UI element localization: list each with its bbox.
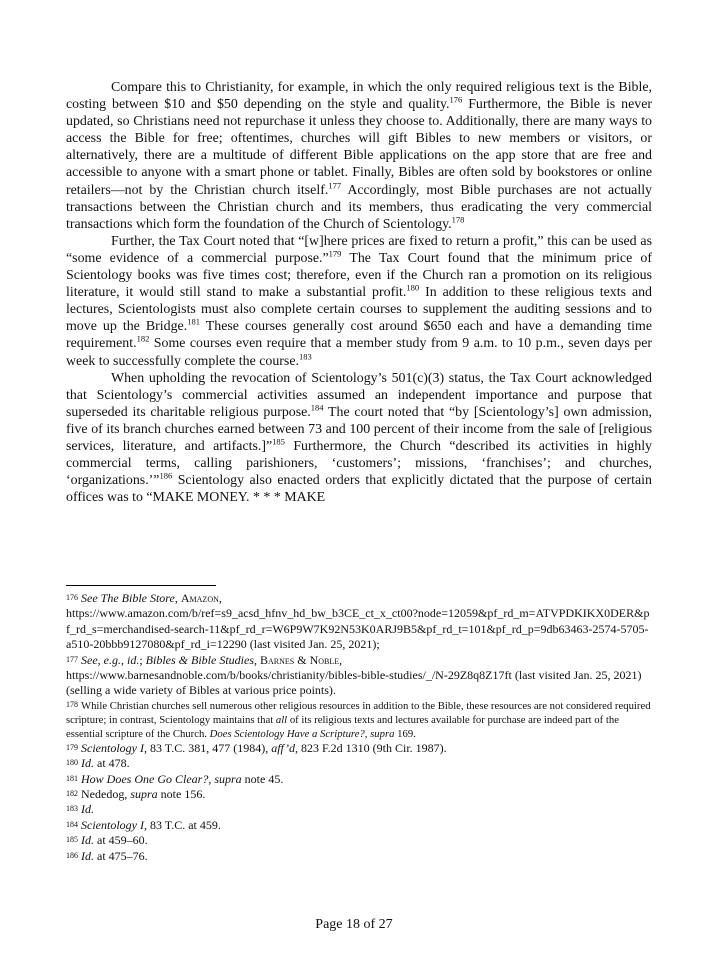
paragraph-text: Some courses even require that a member study from 9 a.m. to 10 p.m., seven days per week to successfully complete the course. — [66, 336, 652, 369]
footnote-text: , 83 T.C. 381, 477 (1984), — [143, 740, 272, 755]
footnote-text: at 478. — [94, 756, 130, 771]
footnote-185 — [66, 833, 652, 848]
paragraph-text: Accordingly, most Bible purchases are not actually transactions between the Christian church and its members, thus eradicating the very commercial transactions which form the foundation of the Church of Scientology. — [66, 182, 652, 232]
paragraph-2 — [66, 233, 652, 370]
citation-signal: See, e.g. — [81, 652, 121, 667]
footnote-number: 179 — [66, 742, 78, 752]
footnote-ref-178[interactable]: 178 — [451, 214, 465, 225]
footnote-ref-185[interactable]: 185 — [272, 436, 285, 447]
footnote-ref-184[interactable]: 184 — [310, 402, 324, 413]
footnote-emphasis: all — [275, 713, 288, 726]
footnote-text: , — [208, 771, 215, 786]
citation-id: id. — [126, 652, 140, 667]
footnote-text: , — [254, 652, 260, 667]
footnote-ref-179[interactable]: 179 — [328, 248, 342, 259]
page-number: Page 18 of 27 — [315, 917, 393, 932]
citation-source: Barnes & Noble — [260, 652, 340, 667]
footnote-text: , — [174, 591, 181, 605]
paragraph-text: Further, the Tax Court noted that “[w]here prices are fixed to return a profit,” this can be used as “some evidence of a commercial purpose.” — [66, 233, 652, 266]
citation-title: Does Scientology Have a Scripture? — [209, 727, 365, 740]
footnote-number: 176 — [66, 593, 78, 602]
footnote-179 — [66, 741, 652, 756]
footnote-text: 169. — [394, 727, 416, 740]
paragraph-3 — [66, 370, 652, 507]
footnote-number: 185 — [66, 835, 78, 845]
paragraph-text: Furthermore, the Bible is never updated, so Christians need not repurchase it unless they choose to. Additionally, there are many ways to access the Bible for free; oftentimes, churches will gift Bibles to new members or visitors, or alternatively, there are a multitude of different Bible applications on the app store that are free and accessible to anyone with a smart phone or tablet. Finally, Bibles are often sold by bookstores or online retailers—not by the Christian church itself. — [66, 97, 652, 198]
paragraph-text: Scientology also enacted orders that explicitly dictated that the purpose of certain offices was to “MAKE MONEY. * * * MAKE — [66, 473, 652, 506]
footnote-text: note 156. — [157, 787, 206, 802]
paragraph-text: These courses generally cost around $650 each and have a demanding time requirement. — [66, 319, 652, 352]
paragraph-1 — [66, 79, 652, 233]
citation-id: Id. — [81, 802, 94, 817]
footnote-183 — [66, 802, 652, 817]
footnote-number: 178 — [66, 699, 78, 709]
footnote-180 — [66, 756, 652, 771]
footnote-text: , — [339, 652, 343, 667]
paragraph-text: The court noted that “by [Scientology’s] own admission, five of its branch churches earned between 73 and 100 percent of their income from the sale of [religious services, literature, and artifacts.]” — [66, 404, 652, 454]
footnote-186 — [66, 849, 652, 864]
footnote-text: , — [364, 727, 371, 740]
paragraph-text: In addition to these religious texts and lectures, Scientologists must also complete certain courses to supplement the auditing sessions and to move up the Bridge. — [66, 285, 652, 335]
footnote-text: at 459–60. — [94, 833, 148, 848]
footnote-number: 180 — [66, 758, 78, 768]
footnote-ref-186[interactable]: 186 — [159, 470, 173, 481]
citation-case: Scientology I — [81, 817, 144, 832]
paragraph-text: When upholding the revocation of Scientology’s 501(c)(3) status, the Tax Court acknowledged that Scientology’s commercial activities assumed an independent importance and purpose that superseded its charitable religious purpose. — [66, 370, 652, 420]
citation-signal: aff’d — [271, 740, 295, 755]
citation-url[interactable]: https://www.amazon.com/b/ref=s9_acsd_hfnv_hd_bw_b3CE_ct_x_ct00?node=12059&pf_rd_m=ATVPDKIKX0DER&pf_rd_s=merchandised-search-11&pf_rd_r=W6P9W7K92N53K0ARJ9B5&pf_rd_t=101&pf_rd_p=9db63463-2574-5705-a510-20bbb9127080&pf_rd_i=12290 — [66, 606, 650, 652]
citation-id: Id. — [81, 756, 94, 771]
footnote-text: , 83 T.C. at 459. — [143, 817, 221, 832]
paragraph-text: The Tax Court found that the minimum price of Scientology books was five times cost; therefore, even if the Church ran a promotion on its religious literature, it would still stand to make a substantial profit. — [66, 250, 652, 301]
citation-supra: supra — [130, 787, 158, 802]
footnote-separator — [66, 585, 216, 586]
footnote-ref-180[interactable]: 180 — [406, 282, 420, 293]
footnote-text: at 475–76. — [94, 848, 148, 863]
footnotes — [66, 591, 652, 864]
footnote-text: ; — [139, 652, 146, 667]
footnote-176 — [66, 591, 652, 653]
footnote-ref-182[interactable]: 182 — [136, 333, 150, 344]
citation-title: Bibles & Bible Studies — [145, 652, 254, 667]
citation-title: See The Bible Store — [81, 591, 175, 605]
footnote-number: 183 — [66, 804, 78, 814]
footnote-text: , 823 F.2d 1310 (9th Cir. 1987). — [294, 740, 447, 755]
footnote-number: 184 — [66, 819, 78, 829]
footnote-182 — [66, 787, 652, 802]
footnote-ref-183[interactable]: 183 — [298, 350, 312, 361]
footnote-text: , — [218, 591, 222, 605]
citation-url[interactable]: https://www.barnesandnoble.com/b/books/christianity/bibles-bible-studies/_/N-29Z8q8Z17ft — [66, 668, 512, 683]
citation-id: Id. — [81, 833, 94, 848]
footnote-text: note 45. — [241, 771, 284, 786]
footnote-181 — [66, 772, 652, 787]
footnote-text: (last visited Jan. 25, 2021) (selling a wide variety of Bibles at various price points). — [66, 668, 642, 698]
footnote-number: 182 — [66, 789, 78, 799]
body-text — [66, 79, 652, 506]
citation-id: Id. — [81, 848, 94, 863]
footnote-text: Nededog, — [81, 787, 131, 802]
footnote-ref-181[interactable]: 181 — [187, 316, 200, 327]
citation-case: Scientology I — [81, 740, 144, 755]
footnote-number: 186 — [66, 850, 78, 860]
citation-supra: supra — [370, 727, 395, 740]
footnote-ref-176[interactable]: 176 — [449, 94, 463, 105]
footnote-text: , — [120, 652, 127, 667]
footnote-text: While Christian churches sell numerous other religious resources in addition to the Bible, these resources are not considered required scripture; in contrast, Scientology maintains that — [66, 699, 651, 726]
footnote-184 — [66, 818, 652, 833]
citation-title: How Does One Go Clear? — [81, 771, 209, 786]
footnote-text: (last visited Jan. 25, 2021); — [246, 637, 380, 652]
footnote-text: of its religious texts and lectures available for purchase are indeed part of the essential scripture of the Church. — [66, 713, 619, 740]
footnote-number: 181 — [66, 773, 78, 783]
footnote-177 — [66, 653, 652, 699]
citation-supra: supra — [214, 771, 242, 786]
footnote-178 — [66, 699, 652, 741]
paragraph-text: Compare this to Christianity, for example, in which the only required religious text is the Bible, costing between $10 and $50 depending on the style and quality. — [66, 80, 652, 113]
paragraph-text: Furthermore, the Church “described its activities in highly commercial terms, calling parishioners, ‘customers’; missions, ‘franchises’; and churches, ‘organizations.’” — [66, 438, 653, 489]
footnote-number: 177 — [66, 654, 78, 664]
citation-source: Amazon — [180, 591, 219, 605]
footnote-ref-177[interactable]: 177 — [328, 179, 342, 190]
